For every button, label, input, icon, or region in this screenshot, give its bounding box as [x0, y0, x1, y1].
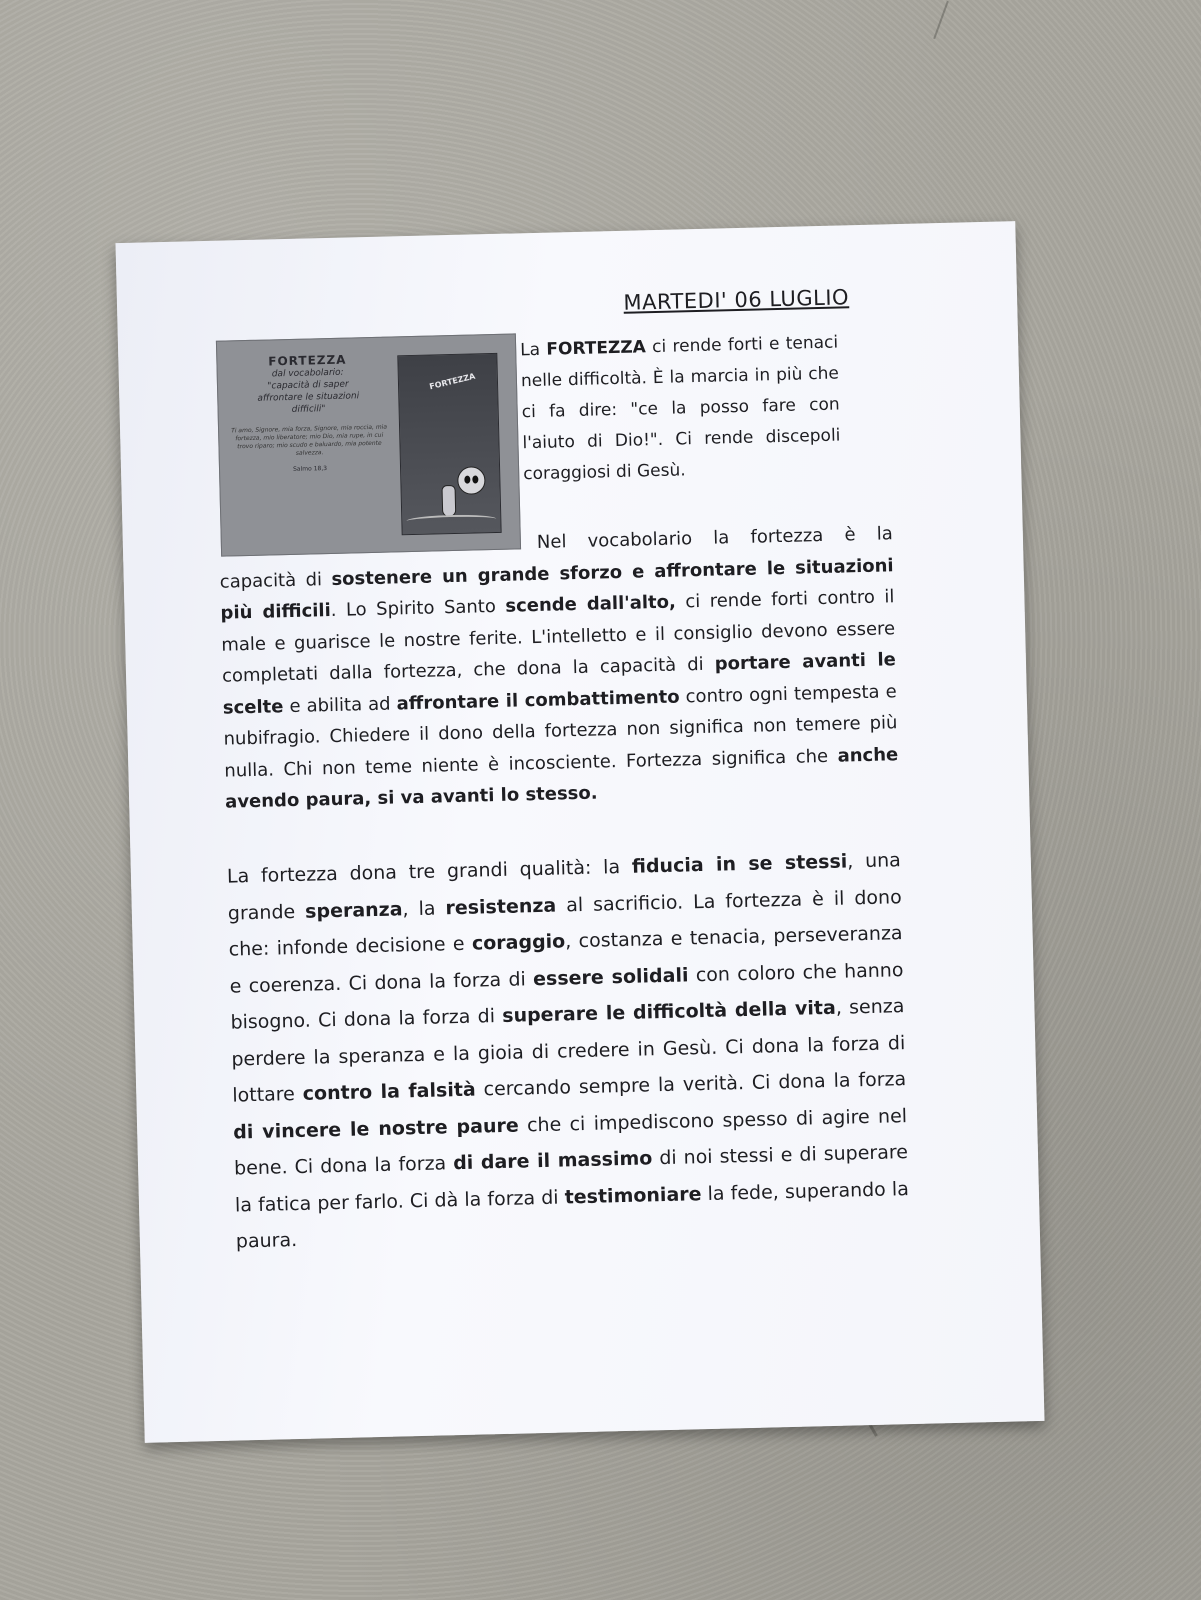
cartoon-figure-icon: [457, 466, 486, 495]
intro-text: La: [519, 339, 547, 361]
illustration-psalm-reference: Salmo 18,3: [293, 465, 328, 473]
paragraph-bold: affrontare il combattimento: [396, 686, 680, 714]
paragraph-bold: contro la falsità: [302, 1078, 476, 1105]
paragraph-bold: coraggio: [471, 930, 566, 955]
paragraph-vocabulary: [219, 518, 900, 818]
paragraph-bold: resistenza: [445, 894, 557, 919]
paragraph-bold: anche avendo paura, si va avanti lo stesso.: [224, 743, 899, 813]
paragraph-text: , la: [402, 896, 446, 920]
paragraph-bold: di vincere le nostre paure: [232, 1114, 519, 1144]
shield-icon: [441, 485, 456, 517]
illustration-psalm: Ti amo, Signore, mia forza, Signore, mia roccia, mia fortezza, mio liberatore; mio Dio, mia rupe, in cui trovo riparo; mio scudo e baluardo, mia potente salvezza.: [231, 423, 388, 457]
paragraph-text: e abilita ad: [283, 692, 397, 717]
illustration-line: dal vocabolario:: [271, 367, 344, 380]
paragraph-bold: testimoniare: [564, 1182, 702, 1208]
intro-text: ci rende forti e tenaci nelle difficoltà. È la marcia in più che ci fa dire: "ce la posso fare con l'aiuto di Dio!". Ci rende discepoli coraggiosi di Gesù.: [520, 332, 841, 485]
paragraph-bold: essere solidali: [532, 963, 689, 990]
illustration-card-label: FORTEZZA: [428, 371, 477, 392]
date-heading: MARTEDI' 06 LUGLIO: [623, 285, 850, 315]
floor-crack: [933, 1, 949, 39]
illustration-title: FORTEZZA: [268, 352, 347, 369]
paragraph-text: contro ogni tempesta e nubifragio. Chiedere il dono della fortezza non significa non temere più nulla. Chi non teme niente è incosciente. Fortezza significa che: [223, 680, 898, 782]
paragraph-text: , senza perdere la speranza e la gioia di credere in Gesù. Ci dona la forza di lottare: [231, 995, 906, 1107]
paragraph-text: , una grande: [227, 849, 902, 925]
illustration-card: [397, 353, 501, 535]
paragraph-qualities: [227, 842, 911, 1260]
paragraph-bold: superare le difficoltà della vita: [501, 996, 837, 1027]
paragraph-text: Nel vocabolario la fortezza è la capacità di: [219, 523, 894, 593]
illustration-line: "capacità di saper: [267, 379, 349, 392]
paragraph-bold: portare avanti le scelte: [222, 649, 897, 719]
intro-paragraph: [520, 328, 842, 491]
wave-icon: [406, 514, 496, 526]
illustration-line: difficili": [291, 404, 326, 415]
paragraph-text: La fortezza dona tre grandi qualità: la: [226, 855, 633, 888]
paragraph-bold: scende dall'alto,: [505, 591, 677, 617]
paragraph-bold: speranza: [304, 897, 403, 923]
paragraph-text: al sacrificio. La fortezza è il dono che: infonde decisione e: [228, 885, 902, 961]
paper-sheet: [115, 221, 1044, 1443]
paragraph-text: . Lo Spirito Santo: [330, 595, 506, 622]
paragraph-text: , costanza e tenacia, perseveranza e coerenza. Ci dona la forza di: [229, 922, 903, 998]
paragraph-text: la fede, superando la paura.: [235, 1177, 910, 1253]
paragraph-bold: sostenere un grande sforzo e affrontare le situazioni più difficili: [220, 554, 894, 624]
paragraph-text: cercando sempre la verità. Ci dona la forza: [475, 1068, 907, 1101]
paragraph-text: ci rende forti contro il male e guarisce le nostre ferite. L'intelletto e il consiglio devono essere completati dalla fortezza, che dona la capacità di: [221, 586, 896, 687]
paragraph-text: che ci impediscono spesso di agire nel bene. Ci dona la forza: [233, 1104, 908, 1180]
paragraph-text: [219, 548, 537, 556]
illustration-line: affrontare le situazioni: [257, 391, 360, 404]
fortezza-illustration: [216, 333, 521, 556]
intro-bold: FORTEZZA: [546, 337, 647, 360]
paragraph-bold: fiducia in se stessi: [631, 850, 848, 878]
illustration-text: [227, 352, 390, 475]
paragraph-text: di noi stessi e di superare la fatica per farlo. Ci dà la forza di: [234, 1141, 909, 1217]
paragraph-text: con coloro che hanno bisogno. Ci dona la forza di: [230, 958, 904, 1034]
paragraph-bold: di dare il massimo: [452, 1147, 653, 1175]
